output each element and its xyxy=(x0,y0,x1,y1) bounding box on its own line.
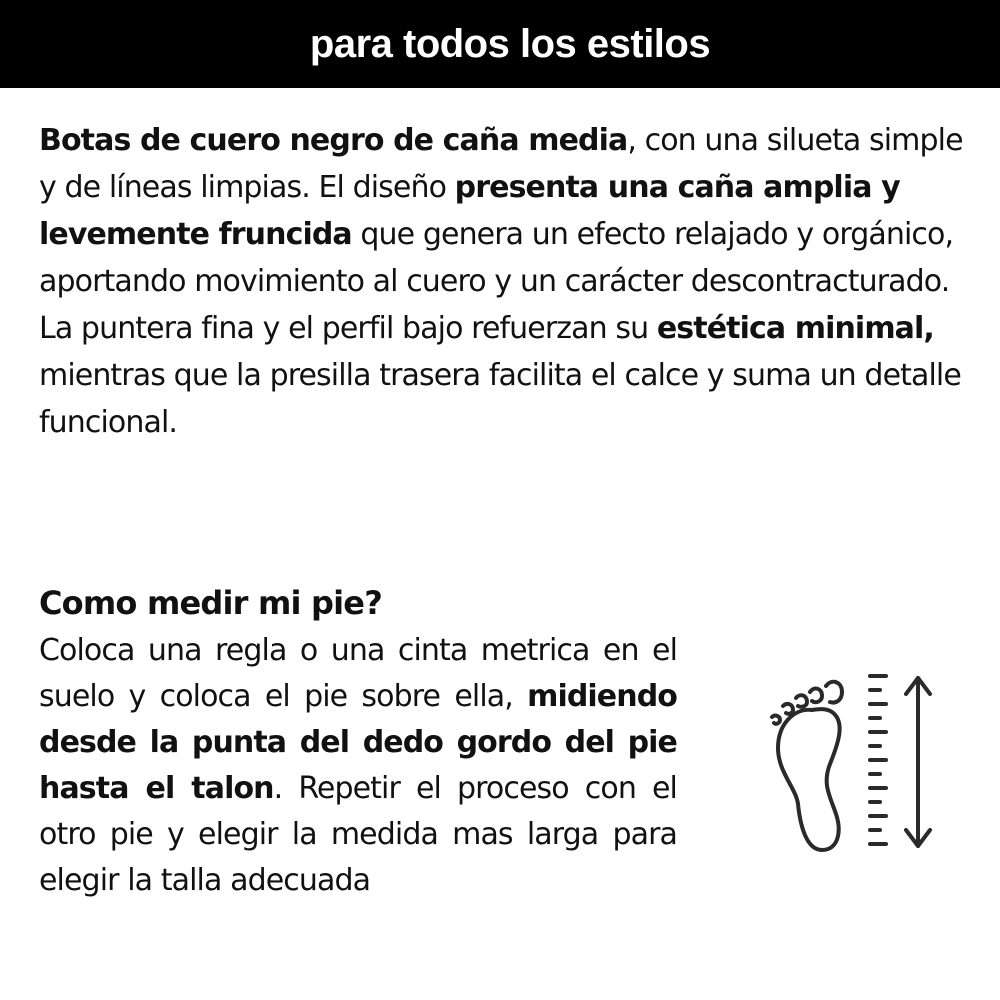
measure-instructions xyxy=(39,628,677,904)
description-bold-3: estética minimal, xyxy=(656,311,934,346)
measure-bold-1: midiendo desde la punta del dedo gordo del pie hasta el talon xyxy=(39,679,677,806)
description-paragraph-2 xyxy=(39,305,964,446)
ruler-icon xyxy=(870,676,886,844)
toe-big-icon xyxy=(826,682,842,703)
description-bold-1: Botas de cuero negro de caña media xyxy=(39,123,628,158)
measure-text-2: . Repetir el proceso con el otro pie y elegir la medida mas larga para elegir la talla adecuada xyxy=(39,771,677,898)
measure-text-1: Coloca una regla o una cinta metrica en el suelo y coloca el pie sobre ella, xyxy=(39,633,677,714)
toe-5-icon xyxy=(772,716,780,724)
toe-3-icon xyxy=(796,695,807,707)
description-paragraph-1 xyxy=(39,117,964,305)
toe-2-icon xyxy=(810,689,822,703)
measure-title: Como medir mi pie? xyxy=(39,584,382,622)
description-text-4: mientras que la presilla trasera facilita el calce y suma un detalle funcional. xyxy=(39,358,961,440)
double-arrow-icon xyxy=(906,678,930,846)
description-text-1: , con una silueta simple y de líneas limpias. El diseño xyxy=(39,123,963,205)
description-text-3: La puntera fina y el perfil bajo refuerzan su xyxy=(39,311,657,346)
header-title: para todos los estilos xyxy=(309,21,711,66)
foot-measure-icon xyxy=(760,668,940,858)
product-description xyxy=(39,117,964,446)
header-bar xyxy=(0,0,1000,88)
description-text-2: que genera un efecto relajado y orgánico, aportando movimiento al cuero y un carácter descontracturado. xyxy=(39,217,954,299)
toe-4-icon xyxy=(783,704,793,714)
foot-sole-icon xyxy=(778,709,840,850)
description-bold-2: presenta una caña amplia y levemente fruncida xyxy=(39,170,900,252)
